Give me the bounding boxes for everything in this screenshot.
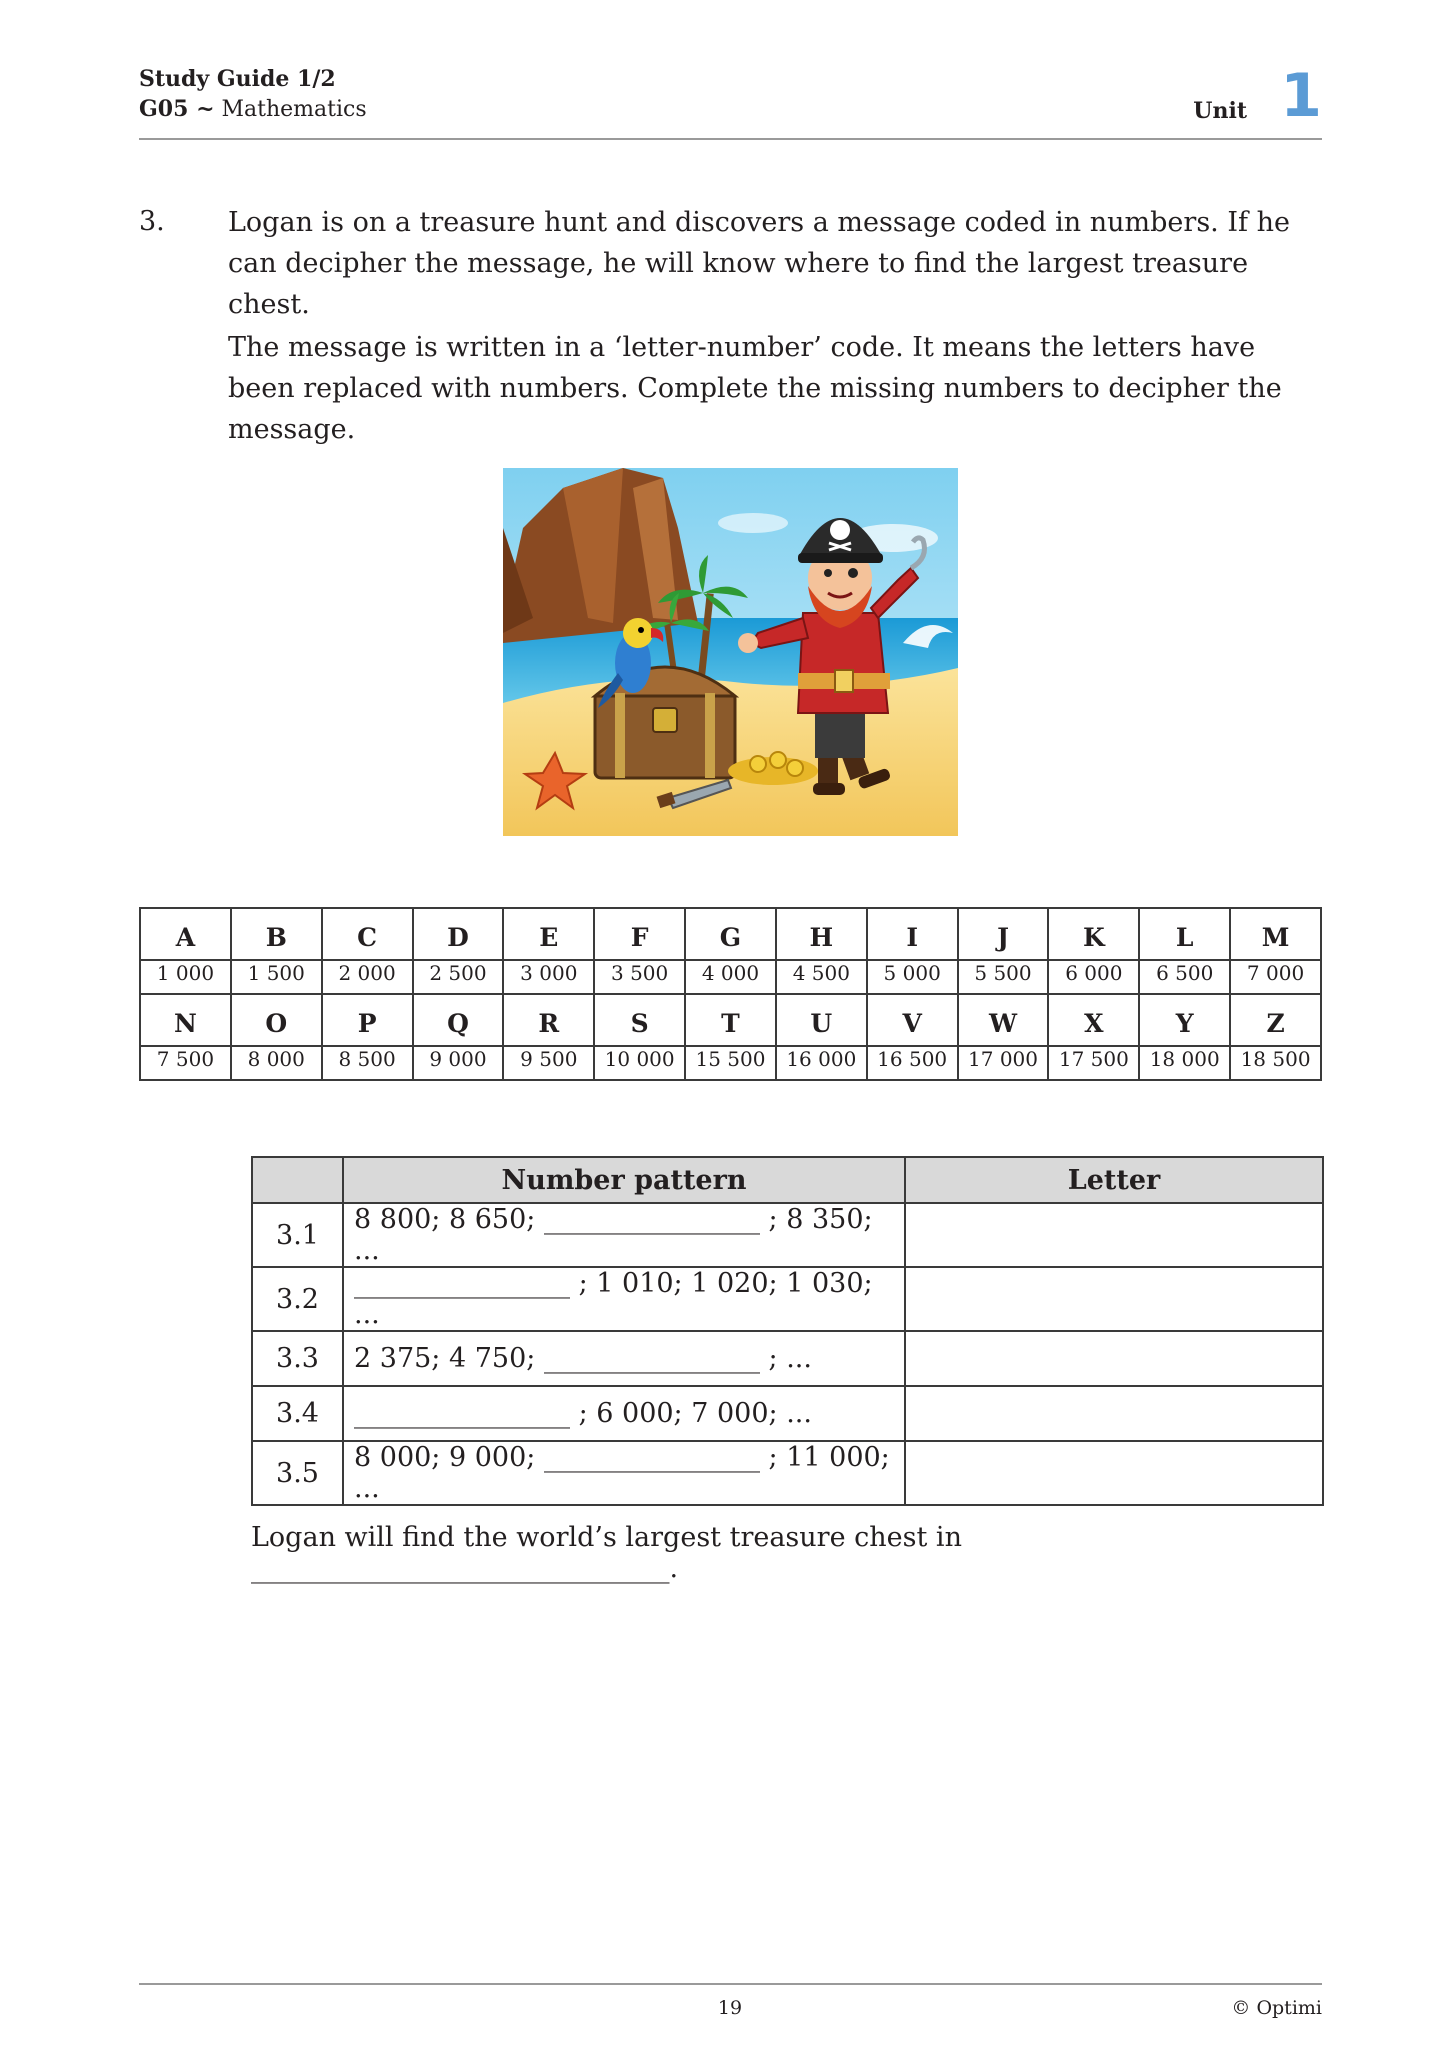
code-number: 15 500: [685, 1046, 776, 1080]
code-number: 9 000: [413, 1046, 504, 1080]
study-guide-title: Study Guide 1/2: [139, 66, 336, 92]
page-number: 19: [717, 1997, 743, 2019]
pattern-row: [252, 1331, 1323, 1386]
unit-number: 1: [1280, 61, 1322, 131]
page-header: [139, 61, 1322, 140]
code-letter: Z: [1230, 994, 1321, 1046]
code-letter: Q: [413, 994, 504, 1046]
code-number: 3 500: [594, 960, 685, 994]
code-letter: O: [231, 994, 322, 1046]
footer-divider: [139, 1983, 1322, 1985]
code-letter: V: [867, 994, 958, 1046]
pattern-sequence: ________________ ; 6 000; 7 000; ...: [343, 1386, 905, 1441]
code-letter: L: [1139, 908, 1230, 960]
code-letter: N: [140, 994, 231, 1046]
code-letter: B: [231, 908, 322, 960]
code-letter: K: [1048, 908, 1139, 960]
code-letter: A: [140, 908, 231, 960]
code-number: 16 000: [776, 1046, 867, 1080]
pattern-sequence: 8 800; 8 650; ________________ ; 8 350; ...: [343, 1203, 905, 1267]
code-number: 18 500: [1230, 1046, 1321, 1080]
code-number: 3 000: [503, 960, 594, 994]
code-letter: G: [685, 908, 776, 960]
code-number: 17 000: [958, 1046, 1049, 1080]
code-letter: E: [503, 908, 594, 960]
pattern-row-id: 3.1: [252, 1203, 343, 1267]
code-letter: W: [958, 994, 1049, 1046]
question-paragraph-1: Logan is on a treasure hunt and discovers a message coded in numbers. If he can decipher the message, he will know where to find the largest treasure chest.: [228, 207, 1290, 320]
pattern-row-id: 3.4: [252, 1386, 343, 1441]
letter-header: Letter: [905, 1157, 1323, 1203]
code-number: 2 500: [413, 960, 504, 994]
copyright: © Optimi: [1231, 1997, 1322, 2019]
pattern-sequence: ________________ ; 1 010; 1 020; 1 030; ...: [343, 1267, 905, 1331]
conclusion-sentence: Logan will find the world’s largest treasure chest in _______________________________.: [251, 1522, 962, 1584]
subject-line: [139, 96, 367, 122]
code-letter: C: [322, 908, 413, 960]
code-letter: J: [958, 908, 1049, 960]
letter-answer-cell[interactable]: [905, 1386, 1323, 1441]
code-number: 18 000: [1139, 1046, 1230, 1080]
code-number: 1 000: [140, 960, 231, 994]
pattern-row: [252, 1203, 1323, 1267]
code-letter: T: [685, 994, 776, 1046]
pirate-treasure-illustration: [503, 468, 958, 836]
code-number: 8 500: [322, 1046, 413, 1080]
code-letter: S: [594, 994, 685, 1046]
unit-label: Unit: [1193, 98, 1247, 124]
letter-number-code-table: [139, 907, 1322, 1081]
code-letter-row: [140, 908, 1321, 960]
question-paragraph-2: The message is written in a ‘letter-number’ code. It means the letters have been replaced with numbers. Complete the missing numbers to decipher the message.: [228, 332, 1282, 445]
pattern-row: [252, 1441, 1323, 1505]
code-letter: U: [776, 994, 867, 1046]
pattern-sequence: 2 375; 4 750; ________________ ; ...: [343, 1331, 905, 1386]
code-number: 7 500: [140, 1046, 231, 1080]
code-letter: M: [1230, 908, 1321, 960]
code-letter: P: [322, 994, 413, 1046]
code-letter-row: [140, 994, 1321, 1046]
code-letter: H: [776, 908, 867, 960]
code-number: 5 000: [867, 960, 958, 994]
pattern-row-id: 3.2: [252, 1267, 343, 1331]
pattern-row-id: 3.3: [252, 1331, 343, 1386]
code-number: 7 000: [1230, 960, 1321, 994]
subject-name: Mathematics: [221, 97, 367, 122]
letter-answer-cell[interactable]: [905, 1267, 1323, 1331]
code-letter: I: [867, 908, 958, 960]
pattern-row: [252, 1386, 1323, 1441]
code-letter: D: [413, 908, 504, 960]
code-number-row: [140, 1046, 1321, 1080]
number-pattern-header: Number pattern: [343, 1157, 905, 1203]
question-number: 3.: [139, 206, 165, 237]
code-number: 1 500: [231, 960, 322, 994]
code-number-row: [140, 960, 1321, 994]
grade-code: G05 ~: [139, 96, 215, 122]
code-number: 6 500: [1139, 960, 1230, 994]
code-number: 5 500: [958, 960, 1049, 994]
pattern-table-header: [252, 1157, 1323, 1203]
letter-answer-cell[interactable]: [905, 1331, 1323, 1386]
code-number: 2 000: [322, 960, 413, 994]
letter-answer-cell[interactable]: [905, 1441, 1323, 1505]
code-letter: X: [1048, 994, 1139, 1046]
pattern-row-id: 3.5: [252, 1441, 343, 1505]
code-number: 17 500: [1048, 1046, 1139, 1080]
code-number: 16 500: [867, 1046, 958, 1080]
code-number: 4 000: [685, 960, 776, 994]
number-pattern-table: [251, 1156, 1324, 1506]
code-number: 9 500: [503, 1046, 594, 1080]
pattern-table-blank-header: [252, 1157, 343, 1203]
code-letter: R: [503, 994, 594, 1046]
letter-answer-cell[interactable]: [905, 1203, 1323, 1267]
code-number: 6 000: [1048, 960, 1139, 994]
code-letter: Y: [1139, 994, 1230, 1046]
code-number: 4 500: [776, 960, 867, 994]
code-number: 8 000: [231, 1046, 322, 1080]
code-number: 10 000: [594, 1046, 685, 1080]
pattern-row: [252, 1267, 1323, 1331]
code-letter: F: [594, 908, 685, 960]
pattern-sequence: 8 000; 9 000; ________________ ; 11 000; ...: [343, 1441, 905, 1505]
